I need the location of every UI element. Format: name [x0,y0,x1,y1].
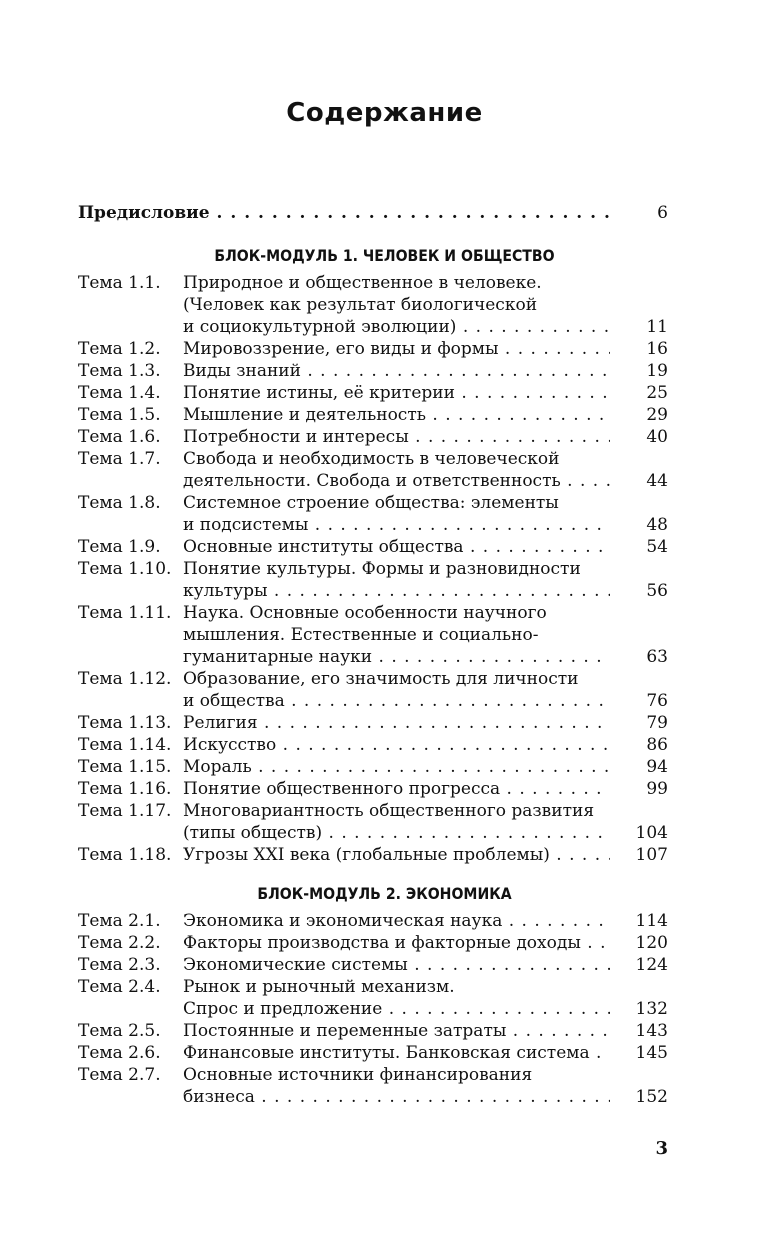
toc-entry-text: Экономика и экономическая наука . . . [183,910,610,932]
toc-entry-page: 143 [635,1021,668,1041]
toc-line [78,734,668,756]
block-heading-1: БЛОК-МОДУЛЬ 1. ЧЕЛОВЕК И ОБЩЕСТВО [214,246,555,265]
toc-entry-text: бизнеса . . . [183,1086,610,1108]
toc-entry-text: Системное строение общества: элементы [183,493,559,513]
toc-line [78,756,668,778]
toc-entry-page: 114 [635,911,668,931]
block-heading-2: БЛОК-МОДУЛЬ 2. ЭКОНОМИКА [257,884,512,903]
toc-entry-text: Наука. Основные особенности научного [183,603,547,623]
toc-line [78,360,668,382]
toc-line [78,1020,668,1042]
toc-line [78,316,668,338]
toc-line [78,668,668,690]
toc-entry-text: мышления. Естественные и социально- [183,625,539,645]
toc-line [78,646,668,668]
toc-line [78,426,668,448]
toc-topic-label: Тема 2.4. [78,977,161,997]
toc-topic-label: Тема 1.10. [78,559,172,579]
toc-entry-page: 94 [646,757,668,777]
toc-entry-page: 63 [646,647,668,667]
toc-entry-text: Искусство . . . [183,734,610,756]
toc-topic-label: Тема 2.6. [78,1043,161,1063]
toc-entry-page: 44 [646,471,668,491]
toc-entry-text: гуманитарные науки . . . [183,646,610,668]
toc-entry-text: Понятие культуры. Формы и разновидности [183,559,581,579]
toc-topic-label: Тема 2.7. [78,1065,161,1085]
toc-entry-page: 107 [635,845,668,865]
toc-line [78,448,668,470]
toc-topic-label: Тема 1.1. [78,273,161,293]
toc-entry-text: Образование, его значимость для личности [183,669,579,689]
toc-entry-text: Мировоззрение, его виды и формы . . . [183,338,610,360]
toc-entry-text: Спрос и предложение . . . [183,998,610,1020]
toc-entry-text: Потребности и интересы . . . [183,426,610,448]
toc-topic-label: Тема 1.7. [78,449,161,469]
toc-entry-page: 16 [646,339,668,359]
toc-entry-text: Основные институты общества . . . [183,536,610,558]
toc-entry-page: 86 [646,735,668,755]
toc-entry-page: 120 [635,933,668,953]
toc-topic-label: Тема 1.18. [78,845,172,865]
toc-entry-text: (типы обществ) . . . [183,822,610,844]
toc-line [78,712,668,734]
toc-entry-text: Мышление и деятельность . . . [183,404,610,426]
toc-line [78,932,668,954]
toc-entry-preface [78,202,668,224]
toc-line [78,492,668,514]
toc-topic-label: Тема 2.3. [78,955,161,975]
toc-entry-text: и общества . . . [183,690,610,712]
toc-topic-label: Тема 1.2. [78,339,161,359]
page-number: 3 [655,1138,668,1159]
toc-line [78,382,668,404]
toc-topic-label: Тема 1.12. [78,669,172,689]
toc-line [78,580,668,602]
toc-topic-label: Тема 1.9. [78,537,161,557]
toc-line [78,690,668,712]
toc-entry-page: 54 [646,537,668,557]
toc-entry-page: 19 [646,361,668,381]
toc-entry-page: 79 [646,713,668,733]
toc-entry-page: 104 [635,823,668,843]
toc-entry-text: Предисловие . . . [78,202,610,224]
toc-topic-label: Тема 1.13. [78,713,172,733]
toc-entry-page: 99 [646,779,668,799]
toc-entry-text: Факторы производства и факторные доходы . . . [183,932,610,954]
toc-topic-label: Тема 1.16. [78,779,172,799]
toc-entry-text: Рынок и рыночный механизм. [183,977,455,997]
toc-line [78,624,668,646]
toc-entry-text: Основные источники финансирования [183,1065,533,1085]
toc-entry-page: 56 [646,581,668,601]
toc-line [78,404,668,426]
toc-entry-page: 48 [646,515,668,535]
toc-topic-label: Тема 1.6. [78,427,161,447]
toc-entry-page: 124 [635,955,668,975]
toc-entry-text: Экономические системы . . . [183,954,610,976]
toc-line [78,954,668,976]
toc-line [78,822,668,844]
toc-line [78,602,668,624]
toc-entry-text: Мораль . . . [183,756,610,778]
toc-entry-text: Религия . . . [183,712,610,734]
toc-topic-label: Тема 2.2. [78,933,161,953]
toc-topic-label: Тема 1.3. [78,361,161,381]
toc-line [78,778,668,800]
toc-entry-text: Угрозы XXI века (глобальные проблемы) . . . [183,844,610,866]
toc-entry-page: 132 [635,999,668,1019]
toc-line [78,976,668,998]
toc-entry-text: Понятие общественного прогресса . . . [183,778,610,800]
toc-entry-text: деятельности. Свобода и ответственность . . . [183,470,610,492]
toc-line [78,1042,668,1064]
toc-entry-page: 25 [646,383,668,403]
toc-line [78,294,668,316]
toc-entry-text: Виды знаний . . . [183,360,610,382]
toc-line [78,1086,668,1108]
toc-entry-page: 29 [646,405,668,425]
toc-topic-label: Тема 2.1. [78,911,161,931]
toc-line [78,910,668,932]
toc-topic-label: Тема 1.11. [78,603,172,623]
toc-entry-text: культуры . . . [183,580,610,602]
toc-topic-label: Тема 1.15. [78,757,172,777]
toc-entry-page: 6 [657,203,668,223]
page-title: Содержание [286,98,483,128]
toc-line [78,272,668,294]
toc-line [78,800,668,822]
toc-topic-label: Тема 1.5. [78,405,161,425]
toc-entry-text: (Человек как результат биологической [183,295,538,315]
toc-line [78,470,668,492]
toc-entry-page: 76 [646,691,668,711]
toc-line [78,1064,668,1086]
toc-entry-page: 145 [635,1043,668,1063]
toc-topic-label: Тема 2.5. [78,1021,161,1041]
toc-topic-label: Тема 1.17. [78,801,172,821]
toc-entry-text: Постоянные и переменные затраты . . . [183,1020,610,1042]
toc-line [78,558,668,580]
toc-entry-text: и социокультурной эволюции) . . . [183,316,610,338]
toc-entry-text: Природное и общественное в человеке. [183,273,542,293]
toc-line [78,536,668,558]
toc-entry-text: Многовариантность общественного развития [183,801,595,821]
toc-line [78,338,668,360]
toc-topic-label: Тема 1.4. [78,383,161,403]
toc-entry-text: Финансовые институты. Банковская система . . . [183,1042,610,1064]
toc-entry-page: 11 [646,317,668,337]
toc-entry-page: 40 [646,427,668,447]
toc-entry-text: и подсистемы . . . [183,514,610,536]
toc-line [78,998,668,1020]
toc-topic-label: Тема 1.14. [78,735,172,755]
toc-line [78,514,668,536]
toc-line [78,844,668,866]
toc-entry-text: Понятие истины, её критерии . . . [183,382,610,404]
toc-topic-label: Тема 1.8. [78,493,161,513]
toc-entry-text: Свобода и необходимость в человеческой [183,449,560,469]
toc-entry-page: 152 [635,1087,668,1107]
